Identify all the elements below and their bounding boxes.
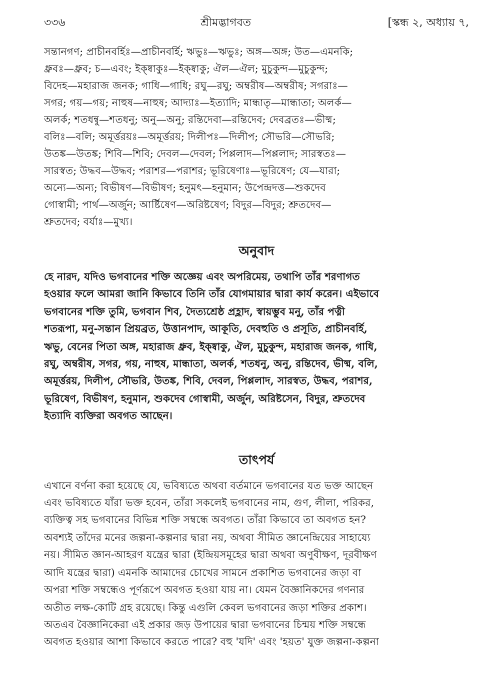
page-header bbox=[44, 14, 469, 34]
synonym-line: বলিঃ—বলি; অমূর্ত্তরয়ঃ—অমূর্ত্তরয়; দিলীপঃ—দিলীপ; সৌভরি—সৌভরি; bbox=[44, 132, 335, 143]
chapter-reference: [স্কন্ধ ২, অধ্যায় ৭, bbox=[387, 16, 469, 29]
translation-line: ইত্যাদি ব্যক্তিরা অবগত আছেন। bbox=[44, 410, 173, 423]
purport-line: অবশ্যই তাঁদের মনের জল্পনা-কল্পনার দ্বারা নয়, অথবা সীমিত জ্ঞানেন্দ্রিয়ের সাহায্যে bbox=[44, 532, 371, 544]
translation-heading: অনুবাদ bbox=[238, 243, 275, 258]
translation-line: হে নারদ, যদিও ভগবানের শক্তি অজ্ঞেয় এবং অপরিমেয়, তথাপি তাঁর শরণাগত bbox=[44, 271, 360, 283]
book-title: শ্রীমদ্ভাগবত bbox=[200, 16, 252, 29]
synonym-line: গোস্বামী; পার্থ—অর্জুন; আর্ষ্টিষেণ—অরিষ্টষেণ; বিদুর—বিদুর; শ্রুতদেব— bbox=[44, 200, 332, 211]
translation-line: রঘু, অম্বরীষ, সগর, গয়, নাহুষ, মান্ধাতা, অলর্ক, শতধনু, অনু, রন্তিদেব, ভীষ্ম, বলি, bbox=[44, 358, 378, 371]
synonym-line: অলর্ক; শতধন্বু—শতধনু; অনু—অনু; রন্তিদেবা—রন্তিদেব; দেবব্রতঃ—ভীষ্ম; bbox=[44, 115, 336, 126]
synonym-line: শ্রুতদেব; বর্যাঃ—মুখ্য। bbox=[44, 217, 133, 228]
purport-line: অতএব বৈজ্ঞানিকেরা এই প্রকার জড় উপায়ের দ্বারা ভগবানের চিন্ময় শক্তি সম্বন্ধে bbox=[44, 619, 366, 631]
page-number: ৩৩৬ bbox=[44, 16, 66, 29]
purport-line: অতীত লক্ষ-কোটি গ্রহ রয়েছে। কিন্তু এগুলি কেবল ভগবানের জড়া শক্তির প্রকাশ। bbox=[44, 602, 367, 614]
translation-line: শতরূপা, মনু-সন্তান প্রিয়ব্রত, উত্তানপাদ, আকূতি, দেবহুতি ও প্রসূতি, প্রাচীনবর্হি, bbox=[44, 323, 368, 336]
translation-line: হওয়ার ফলে আমরা জানি কিভাবে তিনি তাঁর যোগমায়ার দ্বারা কার্য করেন। এইভাবে bbox=[44, 288, 380, 301]
purport-text bbox=[44, 478, 469, 652]
translation-line: ঋভু, বেনের পিতা অঙ্গ, মহারাজ ধ্রুব, ইক্ষ্বাকু, ঐল, মুচুকুন্দ, মহারাজ জনক, গাধি, bbox=[44, 340, 378, 353]
synonym-line: ধ্রুবঃ—ধ্রুব; চ—এবং; ইক্ষ্বাকুঃ—ইক্ষ্বাকু; ঐল—ঐল; মুচুকুন্দ—মুচুকুন্দ; bbox=[44, 64, 329, 75]
translation-line: ভগবানের শক্তি তুমি, ভগবান শিব, দৈত্যশ্রেষ্ঠ প্রহ্লাদ, স্বায়ম্ভুব মনু, তাঁর পত্নী bbox=[44, 305, 345, 318]
purport-line: অপরা শক্তি সম্বন্ধেও পূর্ণরূপে অবগত হওয়া যায় না। যেমন বৈজ্ঞানিকদের গণনার bbox=[44, 585, 365, 597]
translation-text bbox=[44, 269, 469, 426]
translation-line: অমূর্ত্তরয়, দিলীপ, সৌভরি, উতঙ্ক, শিবি, দেবল, পিপ্পলাদ, সারস্বত, উদ্ধব, পরাশর, bbox=[44, 375, 373, 388]
synonym-line: সগর; গয়—গয়; নাহুষ—নাহুষ; আদ্যাঃ—ইত্যাদি; মান্ধাতৃ—মান্ধাতা; অলর্ক— bbox=[44, 98, 352, 109]
purport-line: ব্যক্তিত্ব সহ ভগবানের বিভিন্ন শক্তি সম্বন্ধে অবগত। তাঁরা কিভাবে তা অবগত হন? bbox=[44, 515, 366, 527]
synonym-line: অন্যে—অন্য; বিভীষণ—বিভীষণ; হনুমৎ—হনুমান; উপেন্দ্রদত্ত—শুকদেব bbox=[44, 183, 326, 194]
synonym-line: উতঙ্ক—উতঙ্ক; শিবি—শিবি; দেবল—দেবল; পিপ্পলাদ—পিপ্পলাদ; সারস্বতঃ— bbox=[44, 149, 346, 160]
purport-line: এবং ভবিষ্যতে যাঁরা ভক্ত হবেন, তাঁরা সকলেই ভগবানের নাম, গুণ, লীলা, পরিকর, bbox=[44, 498, 374, 510]
purport-line: এখানে বর্ণনা করা হয়েছে যে, ভবিষ্যতে অথবা বর্তমানে ভগবানের যত ভক্ত আছেন bbox=[44, 480, 374, 492]
synonym-line: বিদেহ—মহারাজ জনক; গাধি—গাধি; রঘু—রঘু; অম্বরীষ—অম্বরীষ; সগরাঃ— bbox=[44, 81, 348, 92]
purport-line: অবগত হওয়ার আশা কিভাবে করতে পারে? বহু 'যদি' এবং 'হয়ত' যুক্ত জল্পনা-কল্পনা bbox=[44, 637, 379, 649]
purport-heading: তাৎপর্য bbox=[238, 451, 275, 467]
synonym-line: সারস্বত; উদ্ধব—উদ্ধব; পরাশর—পরাশর; ভূরিষেণাঃ—ভূরিষেণ; যে—যারা; bbox=[44, 166, 341, 177]
translation-line: ভূরিষেণ, বিভীষণ, হনুমান, শুকদেব গোস্বামী, অর্জুন, অরিষ্টসেন, বিদুর, শ্রুতদেব bbox=[44, 392, 366, 405]
purport-line: নয়। সীমিত জ্ঞান-আহরণ যন্ত্রের দ্বারা (ইন্দ্রিয়সমূহের দ্বারা অথবা অণুবীক্ষণ, দূরবীক্ষণ bbox=[44, 550, 377, 562]
synonym-line: সন্তানগণ; প্রাচীনবর্হিঃ—প্রাচীনবর্হি; ঋভুঃ—ঋভুঃ; অঙ্গ—অঙ্গ; উত—এমনকি; bbox=[44, 47, 354, 58]
purport-line: আদি যন্ত্রের দ্বারা) এমনকি আমাদের চোখের সামনে প্রকাশিত ভগবানের জড়া বা bbox=[44, 567, 362, 579]
word-for-word-synonyms bbox=[44, 44, 469, 231]
